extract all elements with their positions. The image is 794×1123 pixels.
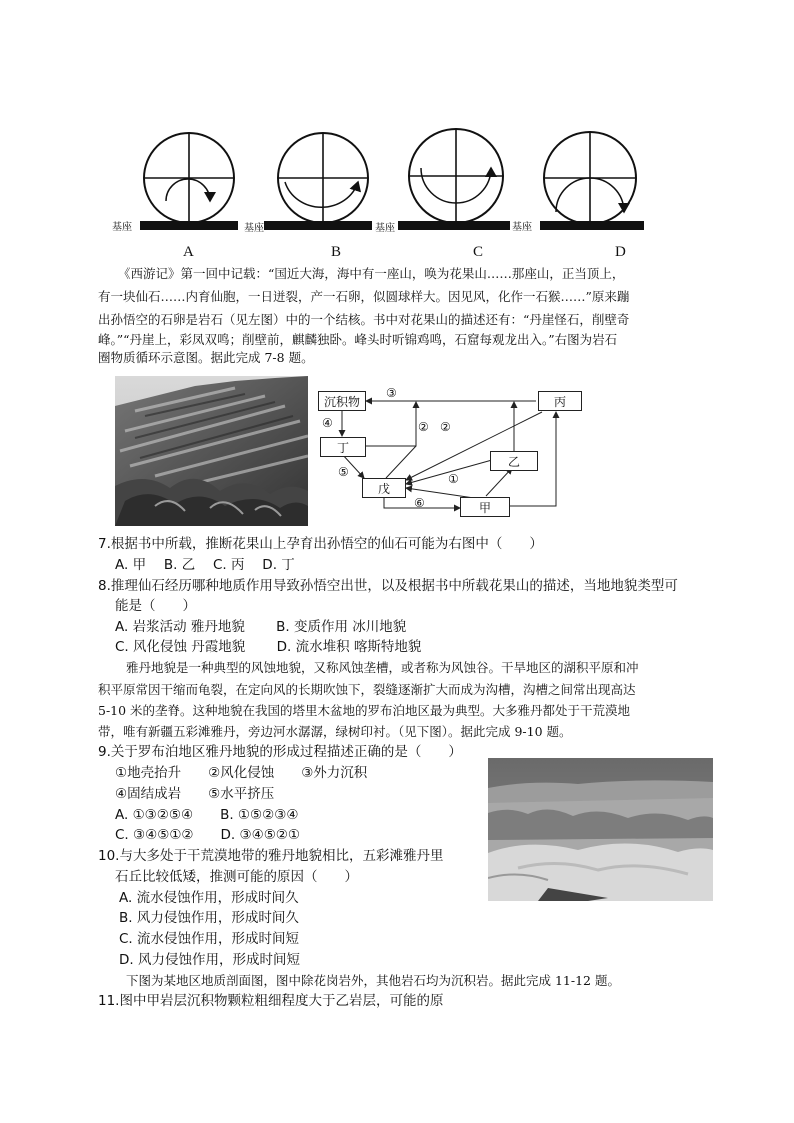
arrow-label-6: ⑥ <box>414 496 425 510</box>
q10-option-b: B. 风力侵蚀作用，形成时间久 <box>119 910 299 926</box>
q10-option-a: A. 流水侵蚀作用，形成时间久 <box>119 890 299 906</box>
diagram-label-d: D <box>615 244 626 260</box>
diagram-label-b: B <box>331 244 342 260</box>
passage1-line1: 《西游记》第一回中记载：“国近大海，海中有一座山，唤为花果山……那座山，正当顶上， <box>118 266 625 281</box>
arrow-label-5: ⑤ <box>338 465 349 479</box>
q10-option-c: C. 流水侵蚀作用，形成时间短 <box>119 931 300 947</box>
passage1-line3: 出孙悟空的石卵是岩石（见左图）中的一个结核。书中对花果山的描述还有：“丹崖怪石，削壁奇 <box>98 312 630 327</box>
node-yi: 乙 <box>490 451 538 471</box>
base-label-c: 基座 <box>375 223 395 234</box>
diagram-label-c: C <box>473 244 484 260</box>
diagram-label-a: A <box>183 244 194 260</box>
circle-d <box>540 132 644 230</box>
passage1-line4: 峰。”“丹崖上，彩凤双鸣；削壁前，麒麟独卧。峰头时听锦鸡鸣，石窟每观龙出入。”右图为岩石 <box>98 332 618 347</box>
base-label-a: 基座 <box>112 222 132 233</box>
q10-stem-2: 石丘比较低矮，推测可能的原因（ ） <box>115 869 358 885</box>
q9-options-cd: C. ③④⑤①② D. ③④⑤②① <box>115 827 301 843</box>
base-label-b: 基座 <box>244 223 264 234</box>
q8-options-cd: C. 风化侵蚀 丹霞地貌 D. 流水堆积 喀斯特地貌 <box>115 639 422 655</box>
node-sediment: 沉积物 <box>318 391 366 411</box>
circle-b <box>264 133 372 230</box>
circle-a <box>140 133 238 230</box>
rock-photo <box>115 376 308 526</box>
q8-options-ab: A. 岩浆活动 雅丹地貌 B. 变质作用 冰川地貌 <box>115 619 407 635</box>
q9-stem: 9.关于罗布泊地区雅丹地貌的形成过程描述正确的是（ ） <box>98 744 462 760</box>
node-jia: 甲 <box>460 497 510 517</box>
yardang-photo <box>488 758 713 901</box>
passage2-line2: 积平原常因干缩而龟裂，在定向风的长期吹蚀下，裂缝逐渐扩大而成为沟槽，沟槽之间常出现高达 <box>98 682 636 697</box>
base-label-d: 基座 <box>512 222 532 233</box>
q10-option-d: D. 风力侵蚀作用，形成时间短 <box>119 952 300 968</box>
arrow-label-2b: ② <box>440 420 451 434</box>
passage1-line5: 圈物质循环示意图。据此完成 7-8 题。 <box>98 350 314 365</box>
node-wu: 戊 <box>362 478 406 498</box>
passage2-line3: 5-10 米的垄脊。这种地貌在我国的塔里木盆地的罗布泊地区最为典型。大多雅丹都处于干荒漠地 <box>98 703 631 718</box>
q8-stem-1: 8.推理仙石经历哪种地质作用导致孙悟空出世，以及根据书中所载花果山的描述，当地地貌类型可 <box>98 578 678 594</box>
q7-options: A. 甲 B. 乙 C. 丙 D. 丁 <box>115 557 295 573</box>
passage3: 下图为某地区地质剖面图，图中除花岗岩外，其他岩石均为沉积岩。据此完成 11-12 题。 <box>126 973 620 988</box>
q7-stem: 7.根据书中所载，推断花果山上孕育出孙悟空的仙石可能为右图中（ ） <box>98 536 543 552</box>
q10-stem-1: 10.与大多处于干荒漠地带的雅丹地貌相比，五彩滩雅丹里 <box>98 848 444 864</box>
arrow-label-4: ④ <box>322 416 333 430</box>
passage2-line1: 雅丹地貌是一种典型的风蚀地貌，又称风蚀垄槽，或者称为风蚀谷。干旱地区的湖积平原和冲 <box>126 660 639 675</box>
q11-stem: 11.图中甲岩层沉积物颗粒粗细程度大于乙岩层，可能的原 <box>98 993 444 1009</box>
arrow-label-3: ③ <box>386 386 397 400</box>
node-ding: 丁 <box>320 437 366 457</box>
arrow-label-1: ① <box>448 472 459 486</box>
q9-items-2: ④固结成岩 ⑤水平挤压 <box>115 786 275 802</box>
arrow-label-2a: ② <box>418 420 429 434</box>
passage1-line2: 有一块仙石……内育仙胞，一日迸裂，产一石卵，似圆球样大。因见风，化作一石猴……”原来蹦 <box>98 289 630 304</box>
q9-items-1: ①地壳抬升 ②风化侵蚀 ③外力沉积 <box>115 765 368 781</box>
circle-c <box>398 129 510 230</box>
q8-stem-2: 能是（ ） <box>115 598 196 614</box>
passage2-line4: 带，唯有新疆五彩滩雅丹，旁边河水潺潺，绿树印衬。（见下图）。据此完成 9-10 题。 <box>98 724 572 739</box>
node-bing: 丙 <box>538 391 582 411</box>
q9-options-ab: A. ①③②⑤④ B. ①⑤②③④ <box>115 807 299 823</box>
